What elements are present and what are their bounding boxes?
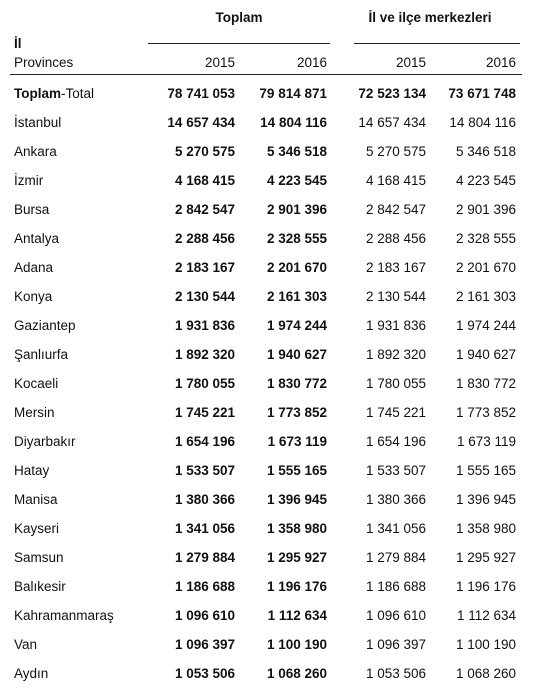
cell-toplam-2015: 4 168 415 — [174, 173, 235, 188]
column-header-il: İl — [14, 36, 22, 51]
province-name: Balıkesir — [14, 579, 66, 594]
cell-toplam-2015: 5 270 575 — [174, 144, 235, 159]
cell-toplam-2015: 1 654 196 — [174, 434, 235, 449]
cell-merkez-2016: 1 068 260 — [455, 666, 516, 681]
column-header-provinces: Provinces — [14, 55, 74, 70]
cell-toplam-2015: 2 183 167 — [174, 260, 235, 275]
table-row — [0, 458, 533, 487]
table-row — [0, 139, 533, 168]
cell-merkez-2015: 2 130 544 — [365, 289, 426, 304]
cell-toplam-2016: 1 068 260 — [266, 666, 327, 681]
cell-toplam-2015: 1 745 221 — [174, 405, 235, 420]
province-name: Gaziantep — [14, 318, 76, 333]
cell-toplam-2015: 1 096 610 — [174, 608, 235, 623]
cell-merkez-2016: 1 295 927 — [455, 550, 516, 565]
cell-merkez-2016: 73 671 748 — [448, 86, 516, 101]
cell-merkez-2016: 1 974 244 — [455, 318, 516, 333]
cell-toplam-2015: 1 341 056 — [174, 521, 235, 536]
cell-merkez-2016: 1 773 852 — [455, 405, 516, 420]
cell-toplam-2016: 2 901 396 — [266, 202, 327, 217]
cell-merkez-2015: 72 523 134 — [358, 86, 426, 101]
cell-toplam-2016: 2 328 555 — [266, 231, 327, 246]
cell-toplam-2016: 1 974 244 — [266, 318, 327, 333]
cell-toplam-2015: 14 657 434 — [167, 115, 235, 130]
cell-merkez-2015: 1 186 688 — [365, 579, 426, 594]
province-name: Hatay — [14, 463, 50, 478]
province-name: Antalya — [14, 231, 60, 246]
group-underline-toplam — [148, 43, 330, 44]
cell-toplam-2016: 1 295 927 — [266, 550, 327, 565]
cell-merkez-2015: 1 341 056 — [365, 521, 426, 536]
cell-toplam-2016: 1 773 852 — [266, 405, 327, 420]
cell-merkez-2016: 1 358 980 — [455, 521, 516, 536]
year-header-toplam-2016: 2016 — [296, 55, 327, 70]
cell-toplam-2016: 1 673 119 — [267, 434, 327, 449]
cell-toplam-2015: 1 892 320 — [174, 347, 235, 362]
cell-merkez-2015: 1 533 507 — [365, 463, 426, 478]
province-name: Aydın — [14, 666, 49, 681]
total-label-bold: Toplam — [14, 86, 61, 101]
table-row — [0, 168, 533, 197]
cell-merkez-2015: 1 380 366 — [365, 492, 426, 507]
cell-merkez-2015: 2 842 547 — [365, 202, 426, 217]
cell-merkez-2015: 1 745 221 — [365, 405, 426, 420]
cell-toplam-2015: 1 380 366 — [174, 492, 235, 507]
cell-toplam-2015: 1 096 397 — [174, 637, 235, 652]
header-rule — [10, 74, 522, 75]
cell-toplam-2016: 79 814 871 — [259, 86, 327, 101]
cell-merkez-2016: 4 223 545 — [455, 173, 516, 188]
province-name: Van — [14, 637, 38, 652]
cell-toplam-2015: 1 186 688 — [174, 579, 235, 594]
cell-merkez-2015: 1 780 055 — [365, 376, 426, 391]
province-name: Kocaeli — [14, 376, 59, 391]
cell-toplam-2015: 1 053 506 — [174, 666, 235, 681]
cell-merkez-2016: 1 396 945 — [455, 492, 516, 507]
table-row — [0, 516, 533, 545]
cell-toplam-2016: 4 223 545 — [266, 173, 327, 188]
cell-toplam-2016: 1 555 165 — [266, 463, 327, 478]
total-label-rest: -Total — [61, 86, 95, 101]
table-row — [0, 197, 533, 226]
group-header-toplam: Toplam — [215, 10, 263, 25]
cell-toplam-2015: 1 279 884 — [174, 550, 235, 565]
province-name: Diyarbakır — [14, 434, 76, 449]
cell-merkez-2015: 1 096 610 — [365, 608, 426, 623]
cell-toplam-2015: 2 130 544 — [174, 289, 235, 304]
cell-toplam-2016: 1 112 634 — [267, 608, 327, 623]
table-row — [0, 429, 533, 458]
cell-merkez-2015: 5 270 575 — [365, 144, 426, 159]
province-name: Ankara — [14, 144, 57, 159]
province-name: İstanbul — [14, 115, 62, 130]
table-row — [0, 632, 533, 661]
cell-merkez-2015: 1 279 884 — [365, 550, 426, 565]
cell-merkez-2015: 1 654 196 — [365, 434, 426, 449]
table-row — [0, 661, 533, 690]
cell-merkez-2015: 1 892 320 — [365, 347, 426, 362]
table-row — [0, 226, 533, 255]
cell-toplam-2015: 78 741 053 — [167, 86, 235, 101]
province-name: İzmir — [14, 173, 44, 188]
year-header-merkez-2015: 2015 — [395, 55, 426, 70]
cell-toplam-2016: 1 100 190 — [266, 637, 327, 652]
table-row — [0, 342, 533, 371]
province-name: Samsun — [14, 550, 64, 565]
cell-toplam-2015: 2 288 456 — [174, 231, 235, 246]
cell-toplam-2016: 1 358 980 — [266, 521, 327, 536]
province-name: Şanlıurfa — [14, 347, 69, 362]
cell-toplam-2016: 2 201 670 — [266, 260, 327, 275]
province-name: Bursa — [14, 202, 50, 217]
cell-toplam-2016: 14 804 116 — [260, 115, 327, 130]
cell-merkez-2016: 2 328 555 — [455, 231, 516, 246]
cell-toplam-2015: 2 842 547 — [174, 202, 235, 217]
cell-merkez-2016: 1 112 634 — [456, 608, 516, 623]
table-body — [0, 81, 533, 690]
row-label — [14, 86, 94, 101]
table-row — [0, 284, 533, 313]
table-row — [0, 400, 533, 429]
cell-merkez-2016: 1 940 627 — [455, 347, 516, 362]
table-row — [0, 313, 533, 342]
cell-merkez-2016: 1 830 772 — [455, 376, 516, 391]
group-header-merkezler: İl ve ilçe merkezleri — [368, 10, 492, 25]
cell-toplam-2015: 1 533 507 — [174, 463, 235, 478]
cell-toplam-2016: 1 830 772 — [266, 376, 327, 391]
cell-merkez-2016: 1 196 176 — [455, 579, 516, 594]
province-name: Mersin — [14, 405, 55, 420]
table-row — [0, 574, 533, 603]
year-header-merkez-2016: 2016 — [485, 55, 516, 70]
cell-merkez-2015: 2 183 167 — [365, 260, 426, 275]
province-name: Kayseri — [14, 521, 60, 536]
cell-merkez-2016: 1 555 165 — [455, 463, 516, 478]
group-underline-merkezler — [354, 43, 520, 44]
cell-merkez-2015: 2 288 456 — [365, 231, 426, 246]
table-row — [0, 110, 533, 139]
table-row — [0, 371, 533, 400]
cell-merkez-2016: 2 201 670 — [455, 260, 516, 275]
province-name: Konya — [14, 289, 53, 304]
cell-merkez-2015: 1 931 836 — [365, 318, 426, 333]
province-name: Kahramanmaraş — [14, 608, 114, 623]
cell-merkez-2015: 1 096 397 — [365, 637, 426, 652]
total-row — [0, 81, 533, 110]
table-row — [0, 603, 533, 632]
cell-toplam-2016: 5 346 518 — [266, 144, 327, 159]
cell-merkez-2016: 5 346 518 — [455, 144, 516, 159]
cell-merkez-2015: 14 657 434 — [358, 115, 426, 130]
cell-toplam-2016: 1 396 945 — [266, 492, 327, 507]
table-row — [0, 255, 533, 284]
cell-merkez-2016: 1 100 190 — [455, 637, 516, 652]
cell-merkez-2016: 2 161 303 — [455, 289, 516, 304]
cell-toplam-2016: 1 940 627 — [266, 347, 327, 362]
cell-toplam-2015: 1 780 055 — [174, 376, 235, 391]
cell-merkez-2015: 1 053 506 — [365, 666, 426, 681]
cell-toplam-2015: 1 931 836 — [174, 318, 235, 333]
cell-merkez-2016: 14 804 116 — [449, 115, 516, 130]
cell-merkez-2015: 4 168 415 — [365, 173, 426, 188]
cell-merkez-2016: 2 901 396 — [455, 202, 516, 217]
cell-toplam-2016: 1 196 176 — [266, 579, 327, 594]
cell-toplam-2016: 2 161 303 — [266, 289, 327, 304]
cell-merkez-2016: 1 673 119 — [456, 434, 516, 449]
year-header-toplam-2015: 2015 — [204, 55, 235, 70]
table-row — [0, 545, 533, 574]
province-name: Adana — [14, 260, 54, 275]
province-name: Manisa — [14, 492, 58, 507]
table-row — [0, 487, 533, 516]
